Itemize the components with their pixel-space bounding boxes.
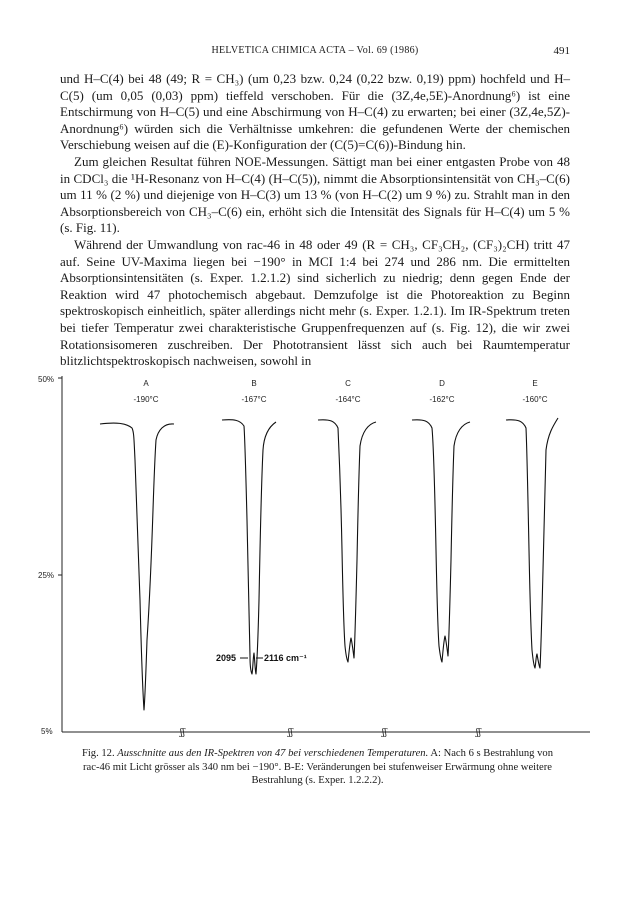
spectrum-temp-a: -190°C xyxy=(133,395,159,404)
axis-break-3: ʃʃ xyxy=(382,728,387,738)
ir-spectra-plot xyxy=(38,370,598,738)
caption-part-be: B-E: Veränderungen bei stufenweiser Erwärmung ohne weitere Bestrahlung (s. Exper. 1.2.2.2). xyxy=(251,761,552,787)
spectrum-trace-e xyxy=(506,418,558,668)
spectrum-temp-e: -160°C xyxy=(522,395,548,404)
spectrum-trace-a xyxy=(100,423,174,710)
ir-spectra-figure xyxy=(38,370,598,738)
spectrum-temp-d: -162°C xyxy=(429,395,455,404)
annotation-2116: 2116 cm⁻¹ xyxy=(264,653,307,663)
running-header xyxy=(60,45,570,61)
spectrum-label-d: D xyxy=(439,379,445,388)
spectrum-label-a: A xyxy=(143,379,149,388)
spectrum-trace-b xyxy=(222,420,276,674)
axis-break-1: ʃʃ xyxy=(180,728,185,738)
y-tick-50: 50% xyxy=(38,375,55,384)
y-tick-5: 5% xyxy=(41,727,53,736)
y-tick-25: 25% xyxy=(38,571,55,580)
figure-caption xyxy=(80,747,555,788)
caption-part-a: A: Nach 6 s Bestrahlung von rac-46 mit Licht grösser als 340 nm bei −190°. xyxy=(83,748,554,773)
axis-break-4: ʃʃ xyxy=(476,728,481,738)
spectrum-temp-b: -167°C xyxy=(241,395,267,404)
annotation-2095: 2095 xyxy=(216,653,237,663)
body-text xyxy=(60,71,570,370)
paragraph-2: Zum gleichen Resultat führen NOE-Messungen. Sättigt man bei einer entgasten Probe von 48 in CDCl₃ die ¹H-Resonanz von H–C(4) (H–C(5)), nimmt die Absorptionsintensität von CH₃–C(6) um 11 % (2 %) und diejenige von H–C(3) um 13 % (von H–C(2) um 9 %) zu. Strahlt man in den Absorptionsbereich von CH₃–C(6) ein, erhöht sich die Intensität des Signals für H–C(4) um 5 % (s. Fig. 11). xyxy=(60,153,570,236)
caption-label: Fig. 12. xyxy=(81,748,115,759)
spectrum-label-e: E xyxy=(532,379,538,388)
journal-header: HELVETICA CHIMICA ACTA – Vol. 69 (1986) xyxy=(211,45,419,56)
spectrum-label-c: C xyxy=(345,379,351,388)
axis-break-2: ʃʃ xyxy=(288,728,293,738)
paragraph-3: Während der Umwandlung von rac-46 in 48 oder 49 (R = CH₃, CF₃CH₂, (CF₃)₂CH) tritt 47 auf. Seine UV-Maxima liegen bei −190° in MCI 1:4 bei 274 und 286 nm. Die ermittelten Absorptionsintensitäten (s. Exper. 1.2.1.2) sind sicherlich zu niedrig; denn gegen Ende der Reaktion wird 47 photochemisch abgebaut. Demzufolge ist die Photoreaktion zu Beginn spektroskopisch einheitlich, später allerdings nicht mehr (s. Exper. 1.2.1). Im IR-Spektrum treten bei tiefer Temperatur zwei charakteristische Gruppenfrequenzen auf (s. Fig. 12), die wir zwei Rotationsisomeren zuschreiben. Der Phototransient lässt sich auch bei Raumtemperatur blitzlichtspektroskopisch nachweisen, sowohl in xyxy=(60,236,570,369)
spectrum-trace-c xyxy=(318,420,376,662)
caption-title: Ausschnitte aus den IR-Spektren von 47 bei verschiedenen Temperaturen. xyxy=(117,748,429,759)
spectrum-trace-d xyxy=(412,420,470,662)
spectrum-label-b: B xyxy=(251,379,257,388)
paragraph-1: und H–C(4) bei 48 (49; R = CH₃) (um 0,23 bzw. 0,24 (0,22 bzw. 0,19) ppm) hochfeld und H–C(5) (um 0,05 (0,03) ppm) tieffeld verschoben. Für die (3Z,4e,5E)-Anordnung⁶) ist eine Entschirmung von H–C(5) und eine Abschirmung von H–C(4) zu erwarten; bei einer (3Z,4e,5Z)-Anordnung⁶) würden sich die Verhältnisse umkehren: die gefundenen Werte der chemischen Verschiebung weisen auf die (E)-Konfiguration der (C(5)=C(6))-Bindung hin. xyxy=(60,71,570,153)
spectrum-temp-c: -164°C xyxy=(335,395,361,404)
page-number: 491 xyxy=(553,45,570,57)
